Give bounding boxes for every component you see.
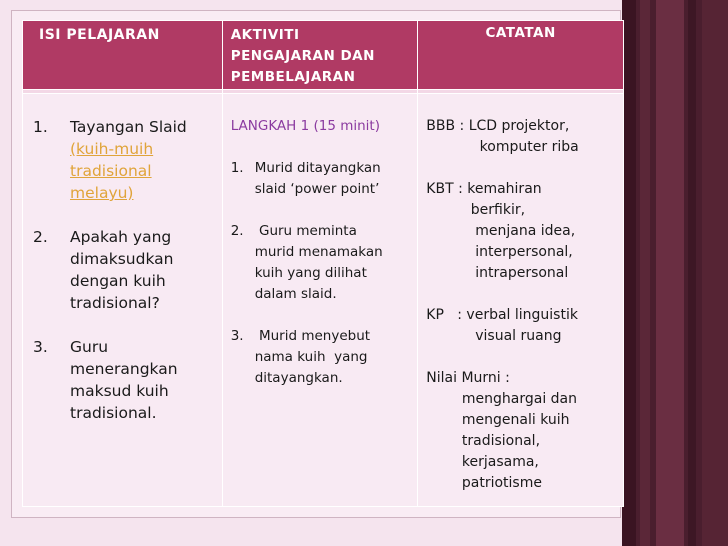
header-col2-line1: AKTIVITI [230, 27, 300, 43]
list-item: 1. Tayangan Slaid (kuih-muih tradisional melayu) [33, 118, 187, 202]
note-nilai-murni: Nilai Murni : [426, 370, 510, 386]
step-heading: LANGKAH 1 (15 minit) [230, 118, 380, 134]
item-text: Tayangan Slaid [70, 118, 187, 136]
cell-catatan: BBB : LCD projektor, komputer riba KBT : kemahiran berfikir, menjana idea, interpersonal, intrapersonal KP : verbal linguistik visual ruang Nilai Murni : menghargai dan mengenali kuih tradisional, kerjasama, patriotisme [418, 94, 624, 507]
note-bbb: BBB : LCD projektor, [426, 118, 570, 134]
header-catatan [418, 21, 624, 90]
slide-link[interactable]: melayu) [70, 184, 134, 202]
header-aktiviti [222, 21, 418, 90]
list-item: 3. Murid menyebut nama kuih yang ditayangkan. [230, 328, 371, 386]
header-col3-text: CATATAN [485, 25, 556, 41]
list-item: 1. Murid ditayangkan slaid ‘power point’ [230, 160, 381, 197]
list-item: 2. Apakah yang dimaksudkan dengan kuih tradisional? [33, 228, 174, 312]
header-col1-text: ISI PELAJARAN [39, 27, 160, 43]
note-kbt: KBT : kemahiran [426, 181, 542, 197]
header-col2-line3: PEMBELAJARAN [230, 69, 356, 85]
decorative-stripes [622, 0, 728, 546]
slide-link[interactable]: tradisional [70, 162, 152, 180]
list-item: 3. Guru menerangkan maksud kuih tradisional. [33, 338, 178, 422]
note-kp: KP : verbal linguistik [426, 307, 578, 323]
cell-isi-pelajaran [23, 94, 223, 507]
list-item: 2. Guru meminta murid menamakan kuih yang dilihat dalam slaid. [230, 223, 383, 302]
header-col2-line2: PENGAJARAN DAN [230, 48, 375, 64]
lesson-plan-table [22, 20, 624, 507]
slide-link[interactable]: (kuih-muih [70, 140, 154, 158]
cell-aktiviti [222, 94, 418, 507]
header-isi-pelajaran [23, 21, 223, 90]
